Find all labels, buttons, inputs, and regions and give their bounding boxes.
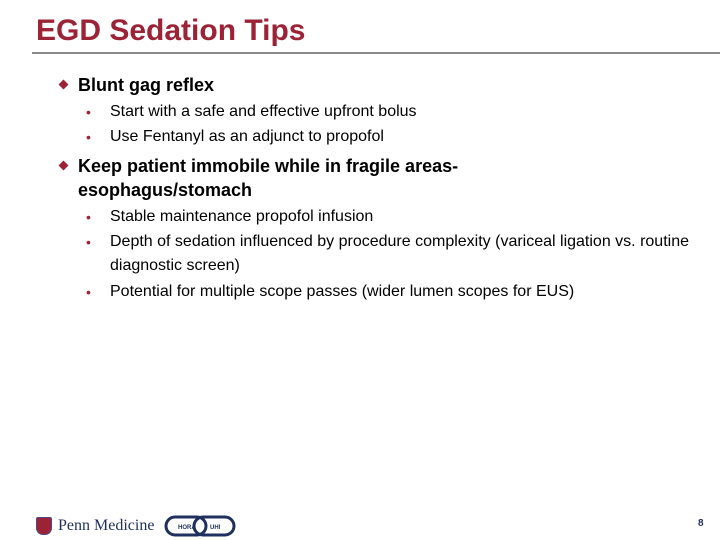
sub-bullet xyxy=(86,280,690,304)
sub-bullet-text: Potential for multiple scope passes (wider lumen scopes for EUS) xyxy=(110,283,575,300)
ring-label-right: UHI xyxy=(210,525,221,531)
ring-label-left: HORA xyxy=(178,525,196,531)
page-number: 8 xyxy=(698,518,704,529)
bullet-text: Blunt gag reflex xyxy=(78,75,215,95)
diamond-bullet-icon xyxy=(59,161,69,171)
sub-bullet-text: Depth of sedation influenced by procedure complexity (variceal ligation vs. routine diagnostic screen) xyxy=(110,233,689,274)
bullet-text: Keep patient immobile while in fragile areas-esophagus/stomach xyxy=(78,156,459,200)
sub-bullet xyxy=(86,100,690,124)
sub-bullet-text: Use Fentanyl as an adjunct to propofol xyxy=(110,128,384,145)
sub-bullet xyxy=(86,230,690,278)
bullet-keep-patient-immobile xyxy=(60,154,558,202)
sub-bullet xyxy=(86,125,690,149)
sub-bullet xyxy=(86,205,690,229)
logo-text: Penn Medicine xyxy=(58,517,155,534)
sub-bullet-text: Start with a safe and effective upfront bolus xyxy=(110,103,417,120)
dot-bullet-icon: • xyxy=(86,284,91,300)
diamond-bullet-icon xyxy=(59,80,69,90)
linked-rings-logo xyxy=(164,514,236,538)
slide-title: EGD Sedation Tips xyxy=(36,14,306,47)
dot-bullet-icon: • xyxy=(86,234,91,250)
sub-bullet-text: Stable maintenance propofol infusion xyxy=(110,208,374,225)
dot-bullet-icon: • xyxy=(86,104,91,120)
penn-shield-icon xyxy=(36,517,52,535)
dot-bullet-icon: • xyxy=(86,209,91,225)
bullet-blunt-gag-reflex xyxy=(60,73,558,97)
dot-bullet-icon: • xyxy=(86,129,91,145)
penn-medicine-logo xyxy=(36,517,154,535)
